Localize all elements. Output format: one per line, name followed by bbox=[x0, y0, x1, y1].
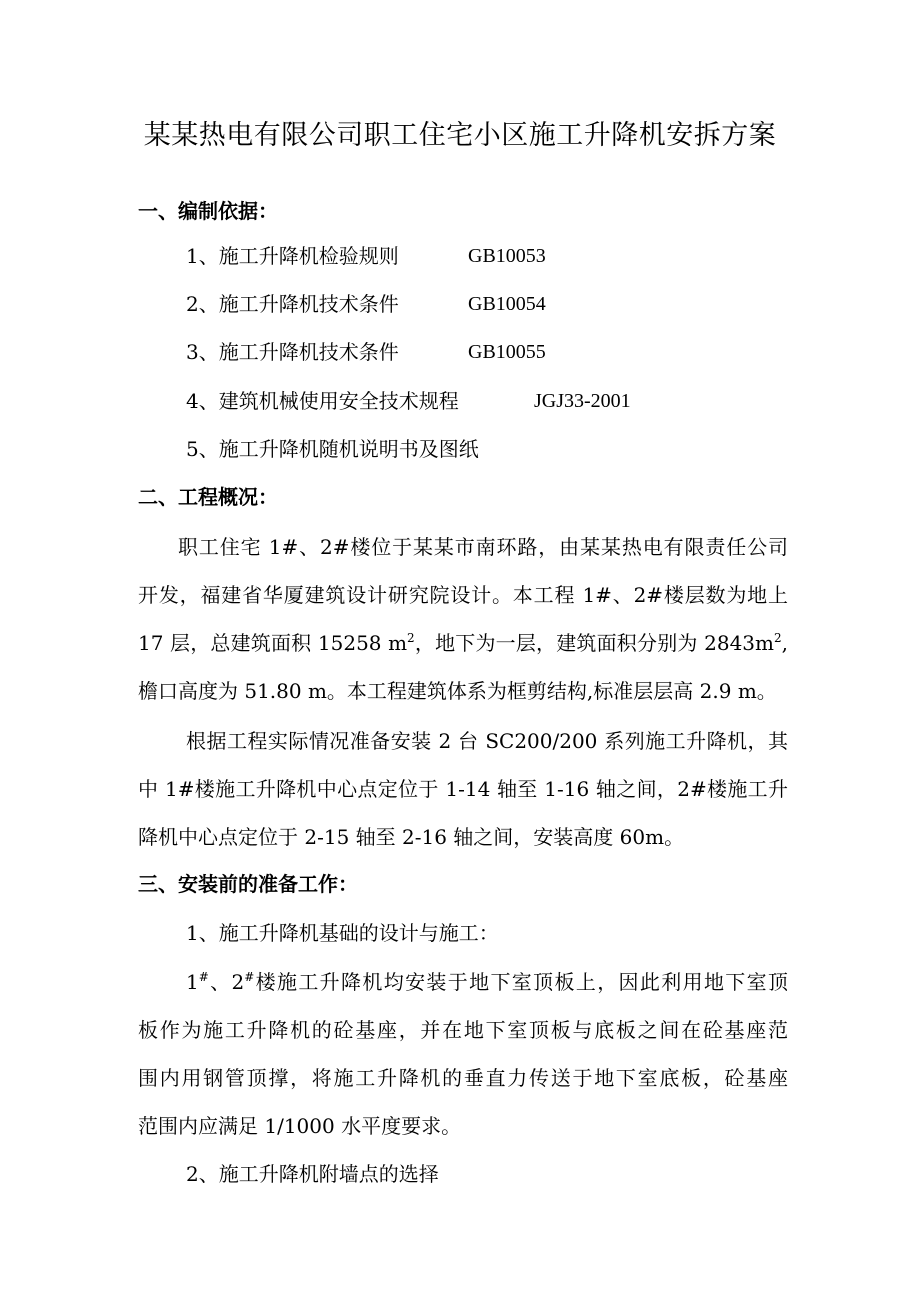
reference-item-3 bbox=[186, 332, 546, 372]
subsection-title: 1、施工升降机基础的设计与施工： bbox=[186, 921, 499, 945]
paragraph-line: 开发，福建省华厦建筑设计研究院设计。本工程 1#、2#楼层数为地上 bbox=[138, 583, 788, 607]
paragraph-line: 围内用钢管顶撑，将施工升降机的垂直力传送于地下室底板，砼基座 bbox=[138, 1066, 788, 1090]
paragraph-line: 中 1#楼施工升降机中心点定位于 1-14 轴至 1-16 轴之间，2#楼施工升 bbox=[138, 777, 788, 801]
section-heading-overview: 二、工程概况： bbox=[138, 485, 278, 509]
paragraph-line: 板作为施工升降机的砼基座，并在地下室顶板与底板之间在砼基座范 bbox=[138, 1018, 788, 1042]
superscript: # bbox=[244, 970, 255, 984]
reference-label: 4、建筑机械使用安全技术规程 bbox=[186, 389, 459, 413]
text-run: 、2 bbox=[208, 970, 245, 994]
superscript: # bbox=[198, 970, 209, 984]
text-run: 楼施工升降机均安装于地下室顶板上，因此利用地下室顶 bbox=[254, 970, 788, 994]
reference-label: 5、施工升降机随机说明书及图纸 bbox=[186, 437, 479, 461]
reference-code: JGJ33-2001 bbox=[534, 390, 631, 412]
text-run: 1 bbox=[186, 970, 199, 994]
reference-item-1 bbox=[186, 236, 546, 276]
paragraph-line: 檐口高度为 51.80 m。本工程建筑体系为框剪结构,标准层层高 2.9 m。 bbox=[138, 679, 777, 703]
paragraph-line: 范围内应满足 1/1000 水平度要求。 bbox=[138, 1114, 462, 1138]
reference-item-4 bbox=[186, 381, 631, 421]
paragraph-line: 职工住宅 1#、2#楼位于某某市南环路，由某某热电有限责任公司 bbox=[178, 535, 788, 559]
reference-code: GB10053 bbox=[468, 245, 546, 267]
reference-label: 2、施工升降机技术条件 bbox=[186, 292, 399, 316]
reference-code: GB10054 bbox=[468, 293, 546, 315]
paragraph-line bbox=[186, 962, 788, 1002]
paragraph-line: 根据工程实际情况准备安装 2 台 SC200/200 系列施工升降机，其 bbox=[186, 729, 788, 753]
text-run: ，地下为一层，建筑面积分别为 2843m bbox=[414, 631, 774, 655]
reference-item-2 bbox=[186, 284, 546, 324]
section-heading-preparation: 三、安装前的准备工作： bbox=[138, 872, 358, 896]
document-title: 某某热电有限公司职工住宅小区施工升降机安拆方案 bbox=[143, 120, 777, 151]
superscript: 2 bbox=[407, 631, 415, 645]
text-run: 17 层，总建筑面积 15258 m bbox=[138, 631, 408, 655]
superscript: 2 bbox=[774, 631, 782, 645]
reference-item-5 bbox=[186, 429, 479, 469]
subsection-title: 2、施工升降机附墙点的选择 bbox=[186, 1162, 439, 1186]
text-run: , bbox=[781, 631, 788, 655]
reference-label: 3、施工升降机技术条件 bbox=[186, 340, 399, 364]
reference-label: 1、施工升降机检验规则 bbox=[186, 244, 399, 268]
paragraph-line bbox=[138, 623, 788, 663]
section-heading-basis: 一、编制依据： bbox=[138, 199, 278, 223]
paragraph-line: 降机中心点定位于 2-15 轴至 2-16 轴之间，安装高度 60m。 bbox=[138, 825, 685, 849]
reference-code: GB10055 bbox=[468, 341, 546, 363]
